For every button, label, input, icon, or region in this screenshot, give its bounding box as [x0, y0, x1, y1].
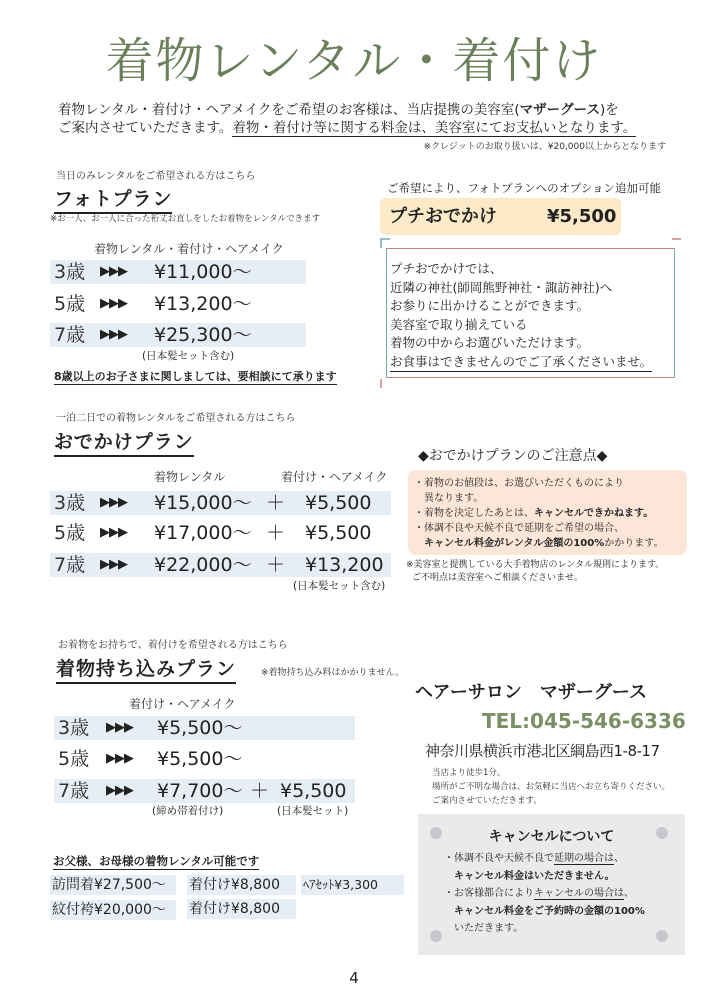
corner-ornament-icon	[380, 378, 390, 388]
outing-col-rental: 着物レンタル	[154, 470, 226, 484]
extra-price: ¥5,500	[305, 492, 372, 514]
photo-plan-column-header: 着物レンタル・着付け・ヘアメイク	[94, 242, 284, 256]
arrow-icon: ▶▶▶	[100, 327, 127, 342]
bring-plan-row	[54, 779, 355, 803]
outing-plan-row	[50, 521, 391, 545]
age-label: 3歳	[54, 492, 86, 514]
corner-ornament-icon	[380, 238, 390, 248]
age-label: 7歳	[58, 780, 90, 802]
dot-icon	[656, 930, 668, 942]
outing-plan-heading: おでかけプラン	[54, 427, 194, 457]
photo-plan-note: ※お一人、お一人に合った裄丈お直しをしたお着物をレンタルできます	[50, 214, 321, 224]
outing-plan-row	[50, 553, 391, 577]
bring-plan-row	[54, 747, 355, 771]
outing-plan-hair-note: (日本髪セット含む)	[293, 580, 386, 592]
option-desc-line: プチおでかけでは、	[390, 261, 503, 276]
hairset-price: ﾍｱｾｯﾄ¥3,300	[301, 875, 404, 895]
extra-price: ¥5,500	[305, 522, 372, 544]
arrow-icon: ▶▶▶	[106, 751, 133, 766]
intro-line1-a: 着物レンタル・着付け・ヘアメイクをご希望のお客様は、当店提携の美容室(	[58, 102, 520, 118]
option-badge	[380, 198, 621, 235]
price: ¥17,000〜	[154, 522, 252, 544]
extra-price: ¥5,500	[280, 780, 347, 802]
salon-tel[interactable]: TEL:045-546-6336	[482, 709, 686, 733]
outing-notice-title: ◆おでかけプランのご注意点◆	[418, 448, 608, 464]
dot-icon	[430, 930, 442, 942]
price: ¥15,000〜	[154, 492, 252, 514]
photo-plan-row	[50, 323, 306, 347]
extra-price: ¥13,200	[305, 554, 384, 576]
price: ¥25,300〜	[154, 324, 252, 346]
outing-plan-row	[50, 491, 391, 515]
over8-note: 8歳以上のお子さまに関しましては、要相談にて承ります	[54, 370, 337, 383]
photo-plan-lead: 当日のみレンタルをご希望される方はこちら	[56, 171, 256, 182]
arrow-icon: ▶▶▶	[100, 495, 127, 510]
option-desc-line: 近隣の神社(師岡熊野神社・諏訪神社)へ	[390, 279, 613, 295]
intro-line1-c: )を	[599, 102, 619, 118]
bring-plan-note: ※着物持ち込み料はかかりません。	[261, 668, 405, 678]
price: ¥11,000〜	[154, 261, 252, 283]
kitsuke-price: 着付け¥8,800	[187, 875, 296, 895]
option-desc-line: お食事はできませんのでご了承くださいませ。	[390, 353, 652, 373]
notice-item: ・着物のお値段は、お選びいただくものにより	[414, 478, 624, 489]
plus-icon: ＋	[266, 492, 286, 514]
photo-plan-hair-note: (日本髪セット含む)	[142, 350, 235, 362]
page-title: 着物レンタル・着付け	[105, 33, 603, 89]
cancel-policy-box	[418, 814, 685, 955]
age-label: 5歳	[54, 522, 86, 544]
option-desc-line: お参りに出かけることができます。	[390, 298, 590, 313]
salon-name: ヘアーサロン マザーグース	[415, 682, 648, 703]
age-label: 5歳	[58, 748, 90, 770]
kitsuke-price: 着付け¥8,800	[187, 899, 296, 919]
arrow-icon: ▶▶▶	[100, 557, 127, 572]
age-label: 3歳	[58, 717, 90, 739]
intro-salon-name: マザーグース	[519, 102, 600, 118]
montsuki-price: 紋付袴¥20,000〜	[50, 900, 176, 920]
intro-payment-note: 着物・着付け等に関する料金は、美容室にてお支払いとなります。	[232, 120, 637, 136]
photo-plan-heading: フォトプラン	[54, 184, 172, 214]
price: ¥5,500〜	[157, 717, 243, 739]
arrow-icon: ▶▶▶	[106, 720, 133, 735]
salon-notes: 当店より徒歩1分。 場所がご不明な場合は、お気軽に当店へお立ち寄りください。 ご案内させていただきます。	[432, 768, 671, 806]
notice-item: キャンセル料金がレンタル金額の100%かかります。	[424, 538, 664, 549]
price: ¥22,000〜	[154, 554, 252, 576]
credit-note: ※クレジットのお取り扱いは、¥20,000以上からとなります	[423, 142, 666, 152]
page-number: 4	[349, 969, 359, 987]
plus-icon: ＋	[266, 554, 286, 576]
intro-text	[58, 101, 636, 137]
plus-icon: ＋	[250, 780, 270, 802]
bring-plan-column-header: 着付け・ヘアメイク	[129, 697, 236, 711]
houmongi-price: 訪問着¥27,500〜	[50, 875, 176, 895]
bring-plan-row	[54, 716, 355, 740]
parents-title: お父様、お母様の着物レンタル可能です	[53, 854, 260, 868]
cancel-body: ・体調不良や天候不良で延期の場合は、 キャンセル料金はいただきません。 ・お客様都合によりキャンセルの場合は、 キャンセル料金をご予約時の金額の100% いただきます。	[444, 853, 645, 934]
corner-ornament-icon	[671, 378, 681, 388]
option-name: プチおでかけ	[389, 206, 497, 227]
photo-plan-row	[50, 292, 306, 316]
intro-line2-a: ご案内させていただきます。	[58, 120, 233, 136]
bring-plan-obi-note: (締め帯着付け)	[152, 805, 224, 817]
salon-address: 神奈川県横浜市港北区綱島西1-8-17	[425, 742, 660, 760]
age-label: 7歳	[54, 554, 86, 576]
price: ¥7,700〜	[157, 780, 243, 802]
cancel-title: キャンセルについて	[488, 829, 615, 845]
bring-plan-heading: 着物持ち込みプラン	[56, 654, 236, 684]
plus-icon: ＋	[266, 522, 286, 544]
outing-plan-lead: 一泊二日での着物レンタルをご希望される方はこちら	[56, 413, 296, 424]
age-label: 3歳	[54, 261, 86, 283]
bring-plan-lead: お着物をお持ちで、着付けを希望される方はこちら	[58, 640, 288, 651]
arrow-icon: ▶▶▶	[100, 264, 127, 279]
price: ¥13,200〜	[154, 293, 252, 315]
arrow-icon: ▶▶▶	[100, 296, 127, 311]
price: ¥5,500〜	[157, 748, 243, 770]
age-label: 5歳	[54, 293, 86, 315]
option-description	[390, 260, 652, 372]
notice-item: ・着物を決定したあとは、キャンセルできかねます。	[414, 508, 654, 519]
option-description-frame	[380, 238, 681, 388]
option-lead: ご希望により、フォトプランへのオプション追加可能	[387, 181, 662, 195]
option-price: ¥5,500	[547, 206, 617, 227]
outing-notice-box	[408, 470, 687, 555]
photo-plan-row	[50, 260, 306, 284]
option-desc-line: 着物の中からお選びいただけます。	[390, 335, 590, 350]
arrow-icon: ▶▶▶	[106, 783, 133, 798]
corner-ornament-icon	[671, 238, 681, 248]
outing-col-kitsuke: 着付け・ヘアメイク	[281, 470, 388, 484]
notice-item: 異なります。	[414, 493, 484, 504]
age-label: 7歳	[54, 324, 86, 346]
outing-notice-footer: ※美容室と提携している大手着物店のレンタル規則によります。 ご不明点は美容室へご相談くださいませ。	[406, 560, 665, 583]
notice-item: ・体調不良や天候不良で延期をご希望の場合、	[414, 523, 624, 534]
bring-plan-hair-note: (日本髪セット)	[277, 805, 349, 817]
arrow-icon: ▶▶▶	[100, 525, 127, 540]
option-desc-line: 美容室で取り揃えている	[390, 316, 528, 332]
